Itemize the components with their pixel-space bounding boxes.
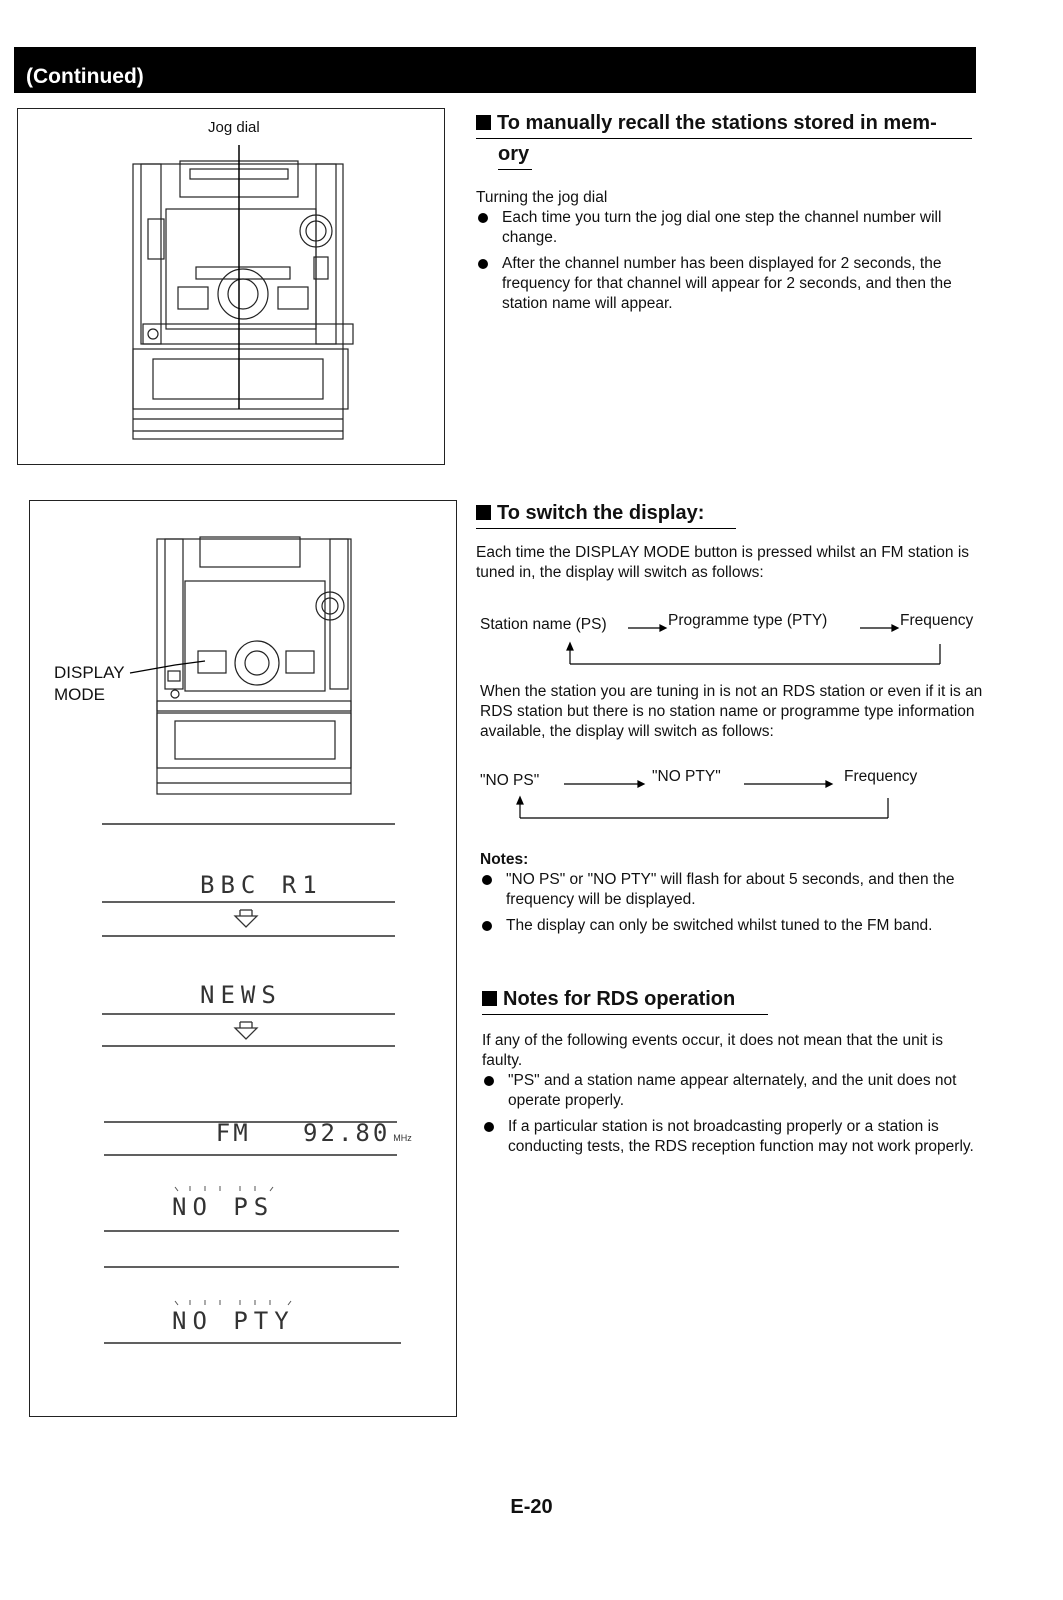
stereo-unit-illustration <box>18 109 444 464</box>
header-bar <box>14 47 976 93</box>
lcd-display-no-pty: NO PTY <box>172 1307 295 1335</box>
flow-step: Station name (PS) <box>480 616 607 633</box>
section-rds-notes <box>482 984 986 1157</box>
square-bullet-icon <box>476 505 491 520</box>
list-item: If a particular station is not broadcasting properly or a station is conducting tests, the RDS reception function may not work properly. <box>482 1117 986 1157</box>
section-recall-stations <box>476 108 986 314</box>
flow-diagram-rds <box>480 612 986 672</box>
section-title: To switch the display: <box>476 498 986 528</box>
flow-step: "NO PS" <box>480 772 540 789</box>
lcd-display-bbc: BBC R1 <box>200 871 323 899</box>
square-bullet-icon <box>476 115 491 130</box>
figure-display-mode <box>29 500 457 1417</box>
intro-text: Each time the DISPLAY MODE button is pressed whilst an FM station is tuned in, the display will switch as follows: <box>476 544 970 581</box>
display-mode-illustration <box>30 501 456 1416</box>
section-switch-display <box>476 498 986 934</box>
jog-dial-label: Jog dial <box>208 119 260 136</box>
section-title: To manually recall the stations stored in mem- <box>476 108 986 138</box>
intro-text: Turning the jog dial <box>476 189 608 206</box>
down-arrow-icon <box>235 1022 257 1039</box>
figure-jog-dial <box>17 108 445 465</box>
rds-fallback-text: When the station you are tuning in is not an RDS station or even if it is an RDS station but there is no station name or programme type information available, the display will switch as follows: <box>480 683 983 740</box>
lcd-display-news: NEWS <box>200 981 282 1009</box>
lcd-display-frequency: FM 92.80 MHz <box>215 1119 412 1147</box>
list-item: "PS" and a station name appear alternately, and the unit does not operate properly. <box>482 1071 986 1111</box>
flow-arrows <box>480 612 986 672</box>
flow-step: "NO PTY" <box>652 768 721 785</box>
intro-text: If any of the following events occur, it does not mean that the unit is faulty. <box>482 1032 943 1069</box>
lcd-display-no-ps: NO PS <box>172 1193 275 1221</box>
header-title: (Continued) <box>26 65 144 88</box>
section-title: Notes for RDS operation <box>482 984 986 1014</box>
mode-label: MODE <box>54 685 105 704</box>
list-item: Each time you turn the jog dial one step the channel number will change. <box>476 208 986 248</box>
flow-step: Frequency <box>844 768 918 785</box>
list-item: The display can only be switched whilst tuned to the FM band. <box>480 916 986 936</box>
list-item: After the channel number has been displayed for 2 seconds, the frequency for that channel will appear for 2 seconds, and then the station name will appear. <box>476 254 986 314</box>
page-number: E-20 <box>510 1496 553 1518</box>
display-label: DISPLAY <box>54 663 125 682</box>
notes-label: Notes: <box>480 851 529 868</box>
list-item: "NO PS" or "NO PTY" will flash for about 5 seconds, and then the frequency will be displayed. <box>480 870 986 910</box>
flow-diagram-non-rds <box>480 768 986 828</box>
flow-arrows <box>480 768 986 828</box>
square-bullet-icon <box>482 991 497 1006</box>
flow-step: Frequency <box>900 612 974 629</box>
flow-step: Programme type (PTY) <box>668 612 828 629</box>
down-arrow-icon <box>235 910 257 927</box>
section-title-cont: ory <box>498 143 530 165</box>
